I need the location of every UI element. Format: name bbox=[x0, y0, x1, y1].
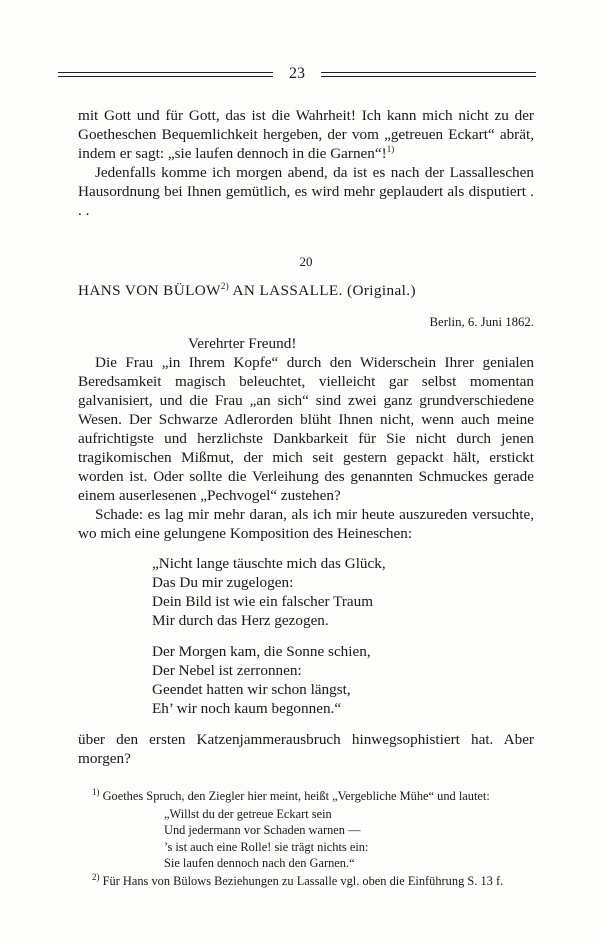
poem-line: Geendet hatten wir schon längst, bbox=[152, 681, 351, 698]
place-date: Berlin, 6. Juni 1862. bbox=[429, 315, 534, 329]
poem-line: Das Du mir zugelogen: bbox=[152, 574, 294, 591]
poem-line: Der Morgen kam, die Sonne schien, bbox=[152, 643, 371, 660]
paragraph-1: mit Gott und für Gott, das ist die Wahrheit! Ich kann mich nicht zu der Goetheschen Bequemlichkeit hergeben, der vom „getreuen Eckart“ abrät, indem er sagt: „sie laufen dennoch in die Garnen“!$^{1)}$ bbox=[78, 107, 534, 162]
footnote-poem-line: ’s ist auch eine Rolle! sie trägt nichts ein: bbox=[164, 839, 369, 854]
footnote-1-poem bbox=[78, 806, 534, 871]
footnote-ref-2: 2) bbox=[220, 280, 230, 291]
greeting: Verehrter Freund! bbox=[188, 335, 297, 352]
poem-stanza-1 bbox=[152, 554, 534, 630]
paragraph-5: über den ersten Katzenjammerausbruch hinwegsophistiert hat. Aber morgen? bbox=[78, 731, 534, 767]
page-header bbox=[58, 64, 536, 84]
paragraph-3: Die Frau „in Ihrem Kopfe“ durch den Widerschein Ihrer genialen Beredsamkeit magisch beleuchtet, vielleicht gar selbst momentan galvanisiert, und die Frau „an sich“ sind zwei ganz grundverschiedene Wesen. Der Schwarze Adlerorden blüht Ihnen nicht, wenn auch meine aufrichtigste und herzlichste Dankbarkeit für Sie nicht durch jenen tragikomischen Mißmut, der mich seit gestern gepackt hält, erstickt worden ist. Oder sollte die Verleihung des genannten Schmuckes gerade einem auserlesenen „Pechvogel“ zustehen? bbox=[78, 354, 534, 504]
footnote-1: $^{1)}$ Goethes Spruch, den Ziegler hier meint, heißt „Vergebliche Mühe“ und lautet: bbox=[92, 786, 490, 803]
page-body bbox=[78, 106, 534, 889]
poem-line: „Nicht lange täuschte mich das Glück, bbox=[152, 555, 386, 572]
poem bbox=[78, 554, 534, 718]
poem-line: Der Nebel ist zerronnen: bbox=[152, 662, 302, 679]
paragraph-4: Schade: es lag mir mehr daran, als ich mir heute auszureden versuchte, wo mich eine gelungene Komposition des Heineschen: bbox=[78, 506, 534, 542]
header-rule-right bbox=[321, 72, 536, 77]
footnotes bbox=[78, 788, 534, 889]
footnote-poem-line: „Willst du der getreue Eckart sein bbox=[164, 807, 332, 822]
poem-line: Eh’ wir noch kaum begonnen.“ bbox=[152, 700, 342, 717]
footnote-poem-line: Und jedermann vor Schaden warnen — bbox=[164, 823, 361, 838]
poem-line: Mir durch das Herz gezogen. bbox=[152, 612, 329, 629]
paragraph-2: Jedenfalls komme ich morgen abend, da ist es nach der Lassalleschen Hausordnung bei Ihnen gemütlich, es wird mehr geplaudert als disputiert . . . bbox=[78, 164, 534, 219]
footnote-poem-line: Sie laufen dennoch nach den Garnen.“ bbox=[164, 855, 355, 870]
poem-stanza-2 bbox=[152, 642, 534, 718]
page-number: 23 bbox=[289, 65, 305, 82]
letter-number: 20 bbox=[299, 254, 313, 269]
footnote-ref-1: 1) bbox=[386, 143, 395, 154]
poem-line: Dein Bild ist wie ein falscher Traum bbox=[152, 593, 374, 610]
letter-title: HANS VON BÜLOW$^{2)}$ AN LASSALLE. (Original.) bbox=[78, 280, 416, 299]
footnote-2: $^{2)}$ Für Hans von Bülows Beziehungen zu Lassalle vgl. oben die Einführung S. 13 f. bbox=[92, 871, 504, 889]
